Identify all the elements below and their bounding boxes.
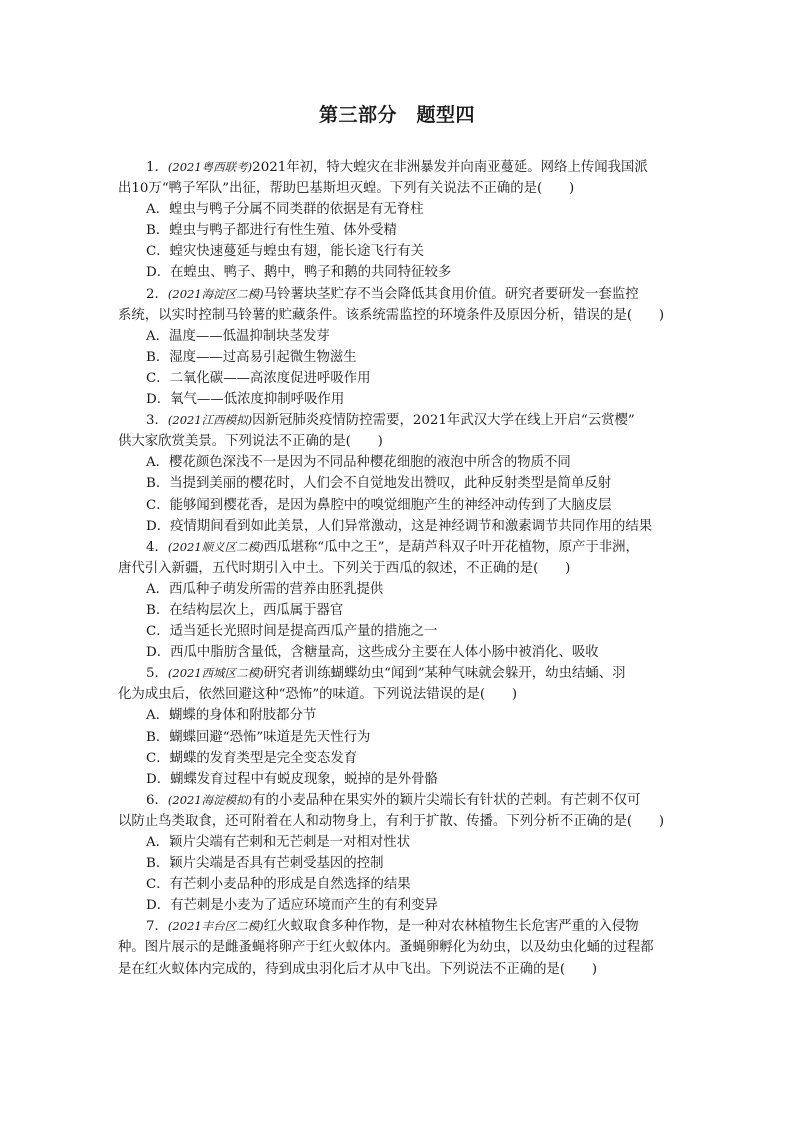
- question-text: 有的小麦品种在果实外的颖片尖端长有针状的芒刺。有芒刺不仅可: [252, 792, 641, 808]
- answer-option: B．在结构层次上，西瓜属于器官: [146, 602, 344, 618]
- question-number: 7．: [146, 919, 168, 935]
- question-stem-line: [118, 790, 678, 811]
- answer-option: B．蝗虫与鸭子都进行有性生殖、体外受精: [146, 223, 397, 239]
- question-source: (2021西城区二模): [167, 666, 264, 681]
- question-7: [118, 916, 678, 979]
- question-source: (2021粤西联考): [167, 160, 253, 174]
- answer-option: C．蝴蝶的发育类型是完全变态发育: [146, 750, 358, 766]
- question-3: [118, 410, 678, 537]
- question-stem-continuation: [118, 305, 678, 326]
- question-stem-continuation: [118, 937, 678, 958]
- question-text: 2021年初，特大蝗灾在非洲暴发并向南亚蔓延。网络上传闻我国派: [252, 160, 648, 175]
- question-5: [118, 663, 678, 790]
- answer-option: B．当提到美丽的樱花时，人们会不自觉地发出赞叹，此种反射类型是简单反射: [146, 476, 612, 492]
- question-list: [118, 157, 678, 980]
- answer-option: C．有芒刺小麦品种的形成是自然选择的结果: [146, 877, 411, 893]
- question-number: 5．: [146, 666, 168, 682]
- question-6: [118, 790, 678, 917]
- question-number: 3．: [146, 413, 168, 429]
- answer-option: D．氧气——低浓度抑制呼吸作用: [146, 392, 345, 408]
- question-text: 因新冠肺炎疫情防控需要，2021年武汉大学在线上开启“云赏樱”: [252, 413, 635, 429]
- question-4: [118, 537, 678, 664]
- question-source: (2021海淀区二模): [167, 286, 264, 301]
- answer-option: A．樱花颜色深浅不一是因为不同品种樱花细胞的液泡中所含的物质不同: [146, 455, 571, 471]
- page-title: 第三部分 题型四: [318, 104, 475, 126]
- answer-option: B．蝴蝶回避“恐怖”味道是先天性行为: [146, 729, 371, 745]
- question-stem-continuation: [118, 684, 678, 705]
- answer-option: C．能够闻到樱花香，是因为鼻腔中的嗅觉细胞产生的神经冲动传到了大脑皮层: [146, 497, 612, 513]
- question-stem-continuation: [118, 558, 678, 579]
- answer-option: D．有芒刺是小麦为了适应环境而产生的有利变异: [146, 898, 438, 914]
- question-source: (2021江西模拟): [167, 413, 253, 428]
- question-number: 4．: [146, 539, 168, 555]
- question-text: 红火蚁取食多种作物，是一种对农林植物生长危害严重的入侵物: [263, 919, 639, 935]
- answer-option: A．温度——低温抑制块茎发芽: [146, 328, 330, 344]
- question-source: (2021顺义区二模): [167, 539, 264, 554]
- answer-option: C．二氧化碳——高浓度促进呼吸作用: [146, 370, 371, 386]
- question-text: 出10万“鸭子军队”出征，帮助巴基斯坦灭蝗。下列有关说法不正确的是( ): [118, 181, 575, 197]
- question-text: 系统，以实时控制马铃薯的贮藏条件。该系统需监控的环境条件及原因分析，错误的是( ): [118, 307, 665, 323]
- answer-option: C．适当延长光照时间是提高西瓜产量的措施之一: [146, 624, 438, 640]
- answer-option: A．蝴蝶的身体和附肢都分节: [146, 708, 317, 724]
- question-source: (2021海淀模拟): [167, 792, 253, 807]
- question-stem-line: [118, 916, 678, 937]
- answer-option: D．西瓜中脂肪含量低，含糖量高，这些成分主要在人体小肠中被消化、吸收: [146, 645, 599, 661]
- question-1: [118, 157, 678, 284]
- question-stem-continuation: [118, 178, 678, 199]
- question-stem-continuation: [118, 431, 678, 452]
- question-source: (2021丰台区二模): [167, 919, 264, 934]
- question-text: 化为成虫后，依然回避这种“恐怖”的味道。下列说法错误的是( ): [118, 687, 518, 703]
- question-text: 以防止鸟类取食，还可附着在人和动物身上，有利于扩散、传播。下列分析不正确的是( ): [118, 813, 665, 829]
- question-number: 2．: [146, 286, 168, 302]
- answer-option: A．蝗虫与鸭子分属不同类群的依据是有无脊柱: [146, 202, 424, 218]
- question-text: 马铃薯块茎贮存不当会降低其食用价值。研究者要研发一套监控: [263, 286, 639, 302]
- question-stem-continuation: [118, 959, 678, 980]
- answer-option: D．蝴蝶发育过程中有蜕皮现象，蜕掉的是外骨骼: [146, 771, 438, 787]
- question-stem-line: [118, 410, 678, 431]
- answer-option: A．西瓜种子萌发所需的营养由胚乳提供: [146, 581, 384, 597]
- question-text: 供大家欣赏美景。下列说法不正确的是( ): [118, 434, 383, 450]
- answer-option: D．在蝗虫、鸭子、鹅中，鸭子和鹅的共同特征较多: [146, 265, 452, 281]
- answer-option: B．颖片尖端是否具有芒刺受基因的控制: [146, 856, 384, 872]
- question-stem-continuation: [118, 811, 678, 832]
- question-text: 是在红火蚁体内完成的，待到成虫羽化后才从中飞出。下列说法不正确的是( ): [118, 961, 598, 977]
- question-text: 种。图片展示的是雌蚤蝇将卵产于红火蚁体内。蚤蝇卵孵化为幼虫，以及幼虫化蛹的过程都: [118, 940, 654, 956]
- question-stem-line: [118, 663, 678, 684]
- question-text: 研究者训练蝴蝶幼虫“闻到”某种气味就会躲开，幼虫结蛹、羽: [263, 666, 626, 682]
- question-stem-line: [118, 284, 678, 305]
- question-2: [118, 284, 678, 411]
- question-stem-line: [118, 537, 678, 558]
- answer-option: C．蝗灾快速蔓延与蝗虫有翅，能长途飞行有关: [146, 244, 425, 260]
- answer-option: A．颖片尖端有芒刺和无芒刺是一对相对性状: [146, 835, 411, 850]
- answer-option: B．湿度——过高易引起微生物滋生: [146, 349, 357, 365]
- question-text: 唐代引入新疆，五代时期引入中土。下列关于西瓜的叙述，不正确的是( ): [118, 560, 571, 576]
- answer-option: D．疫情期间看到如此美景，人们异常激动，这是神经调节和激素调节共同作用的结果: [146, 518, 653, 534]
- question-text: 西瓜堪称“瓜中之王”，是葫芦科双子叶开花植物，原产于非洲，: [263, 539, 639, 555]
- question-number: 1．: [146, 160, 168, 175]
- question-number: 6．: [146, 792, 168, 808]
- question-stem-line: [118, 157, 678, 178]
